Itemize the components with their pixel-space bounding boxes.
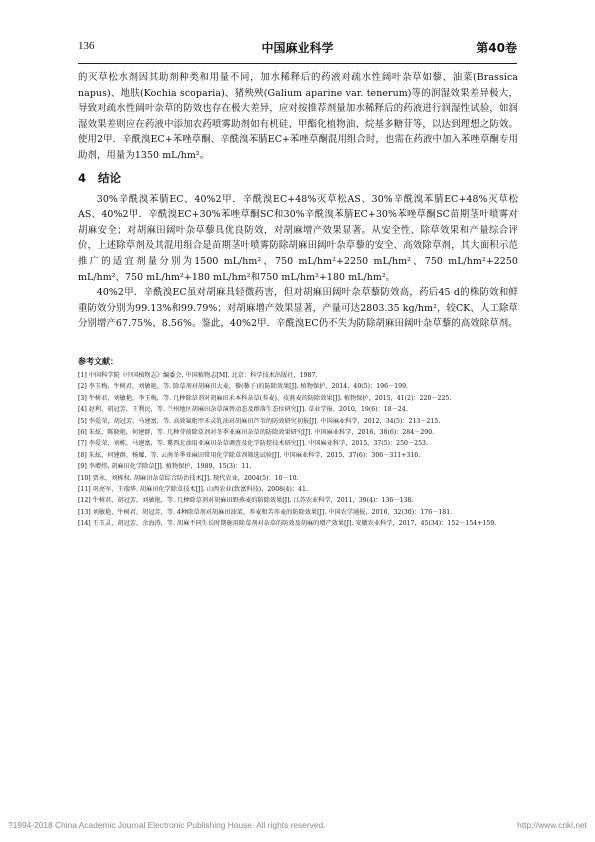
reference-item: [13] 刘敏艳，牛树君，胡冠芳，等. 4种除草剂对胡麻田油菜、荞麦和苦荞麦的防除效果[J]. 中国农学通报，2016，32(30)：176－181.	[78, 508, 453, 516]
references-title: 参考文献：	[78, 356, 118, 366]
reference-item: [5] 李爱荣，胡冠芳，马建富，等. 高效氟吡甲禾灵乳油对胡麻田芦苇的防效研究初报[J]. 中国麻业科学，2012，34(5)：213－215.	[78, 417, 441, 425]
reference-item: [12] 牛树君，胡冠芳，刘敏艳，等. 几种除草剂对胡麻田野燕麦的防除效果[J]. 江苏农业科学，2011，39(4)：136－138.	[78, 497, 414, 505]
reference-item: [1] 中国科学院《中国植物志》编委会. 中国植物志[M]. 北京：科学技术出版社，1987.	[78, 371, 318, 379]
section-heading	[78, 170, 518, 186]
copyright-text: ?1994-2018 China Academic Journal Electronic Publishing House. All rights reserved.	[8, 820, 326, 830]
footer-url[interactable]: http://www.cnki.net	[517, 820, 587, 830]
reference-item: [14] 王玉灵，胡冠芳，余海涛，等. 胡麻不同生长时期施用除草剂对杂草的防效及胡麻的增产效果[J]. 安徽农业科学，2017，45(34)：152－154+159.	[78, 520, 497, 528]
reference-item: [6] 朱炫，陈晓艳，何建群，等. 几种芽前除草剂对冬季亚麻田杂草的防除效果研究[J]. 中国麻业科学，2016，38(6)：284－290.	[78, 428, 435, 436]
reference-item: [10] 贾永，刘栋权. 胡麻田杂草综合防治技术[J]. 现代农业，2004(5)：10－10.	[78, 474, 299, 482]
section-number: 4	[78, 170, 87, 185]
reference-item: [4] 赵利，胡冠芳，王利民，等. 兰州地区胡麻田杂草演替动态及群落生态位研究[J]. 草业学报，2010，19(6)：18－24.	[78, 406, 408, 414]
reference-item: [9] 李增炜. 胡麻田化学除草[J]. 植物保护，1989，15(3)：11.	[78, 463, 252, 471]
references	[78, 356, 518, 530]
reference-item: [8] 朱炫，何建群，杨耀，等. 云南冬季亚麻田常用化学除草剂筛选试验[J]. 中国麻业科学，2015，37(6)：306－311+316.	[78, 451, 421, 459]
article-body	[78, 70, 518, 530]
intro-paragraph: 的灭草松水剂因其助剂种类和用量不同，加水稀释后的药液对疏水性阔叶杂草如藜、油菜(Brassica napus)、地肤(Kochia scoparia)、猪殃殃(Galium aparine var. tenerum)等的润湿效果差异极大，导致对疏水性阔叶杂草的防效也存在极大差异，应对按推荐剂量加水稀释后的药液进行润湿性试验，如润湿效果差则应在药液中添加农药喷雾助剂如有机硅、甲酯化植物油、烷基多糖苷等，以达到理想之防效。使用2甲．辛酰溴EC+苯唑草酮、辛酰溴苯腈EC+苯唑草酮混用组合时，也需在药液中加入苯唑草酮专用助剂，用量为1350 mL/hm²。	[78, 72, 518, 161]
conclusion-paragraph: 30%辛酰溴苯腈EC、40%2甲．辛酰溴EC+48%灭草松AS、30%辛酰溴苯腈EC+48%灭草松AS、40%2甲．辛酰溴EC+30%苯唑草酮SC和30%辛酰溴苯腈EC+30%苯唑草酮SC苗期茎叶喷雾对胡麻安全；对胡麻田阔叶杂草藜具优良防效，对胡麻增产效果显著。从安全性、除草效果和产量综合评价，上述除草剂及其混用组合是苗期茎叶喷雾防除胡麻田阔叶杂草藜的安全、高效除草剂，其大面积示范推广的适宜剂量分别为1500 mL/hm²、750 mL/hm²+2250 mL/hm²、750 mL/hm²+2250 mL/hm²、750 mL/hm²+180 mL/hm²和750 mL/hm²+180 mL/hm²。	[78, 193, 518, 283]
volume-label: 第40卷	[476, 41, 517, 55]
reference-item: [2] 李玉梅，牛树君，刘敏艳，等. 除草剂对胡麻田大麦、藜(藜子)的防除效果[J]. 植物保护，2014，40(5)：196－199.	[78, 383, 409, 391]
conclusion-paragraph: 40%2甲．辛酰溴EC虽对胡麻具轻微药害，但对胡麻田阔叶杂草藜防效高，药后45 d的株防效和鲜重防效分别为99.13%和99.79%；对胡麻增产效果显著，产量可达2803.35 kg/hm²，较CK、人工除草分别增产67.75%、8.56%。鉴此，40%2甲．辛酰溴EC仍不失为防除胡麻田阔叶杂草藜的高效除草剂。	[78, 287, 518, 330]
reference-item: [7] 李爱荣，刘栋，马建富，等. 冀西北油用亚麻田杂草调查及化学防控技术研究[J]. 中国麻业科学，2015，37(5)：250－253.	[78, 440, 428, 448]
section-title: 结论	[98, 170, 121, 185]
reference-item: [11] 巩亮军，王瑞华. 胡麻田化学除草技术[J]. 山西农业(致富科技)，2008(4)：41.	[78, 485, 308, 493]
page-number: 136	[78, 40, 95, 52]
journal-name: 中国麻业科学	[261, 41, 334, 55]
reference-item: [3] 牛树君，刘敏艳，李玉梅，等. 几种除草剂对胡麻田禾本科杂草(荞麦)、皮燕麦的防除效果[J]. 植物保护，2015，41(2)：220－225.	[78, 394, 452, 402]
header-rule	[78, 63, 517, 64]
page-header	[78, 38, 517, 60]
